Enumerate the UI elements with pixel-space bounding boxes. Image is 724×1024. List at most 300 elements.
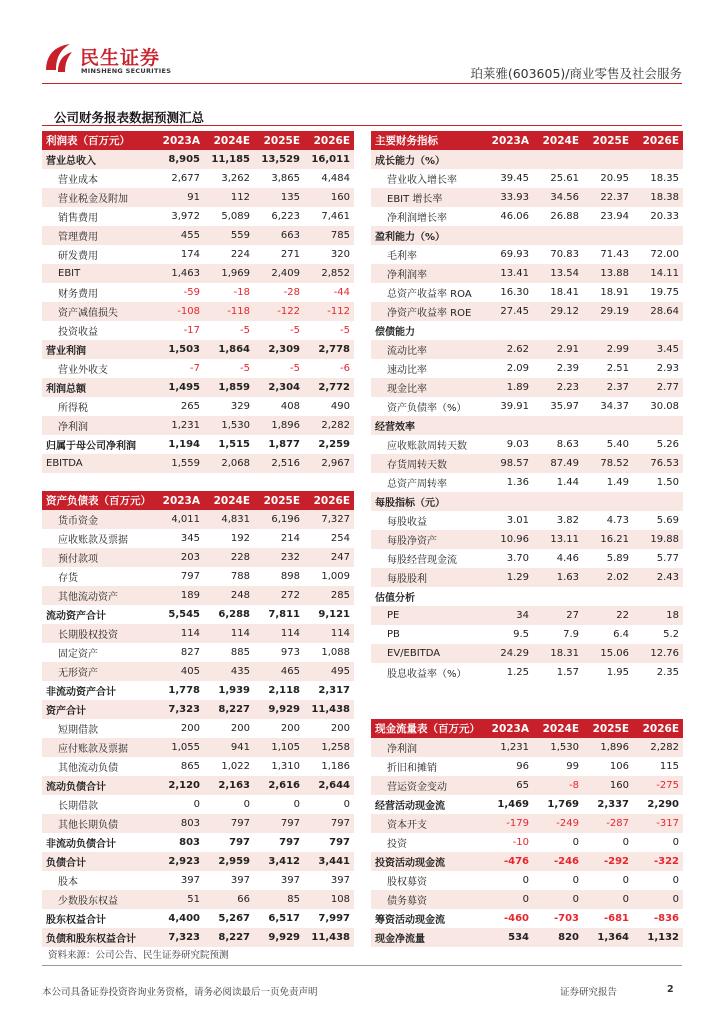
row-value: 12.76 [633,644,683,663]
table-row [42,340,354,359]
row-value: 13,529 [254,150,304,169]
table-row [371,283,683,302]
row-value: 397 [280,875,300,886]
row-value [633,226,683,245]
row-value [583,226,633,245]
row-value: -118 [204,302,254,321]
table-row [371,511,683,530]
disclaimer: 本公司具备证券投资咨询业务资格，请务必阅读最后一页免责声明 [42,987,318,998]
row-value: 1,530 [204,416,254,435]
table-row [371,606,683,625]
row-value: 28.64 [633,302,683,321]
row-value: 5.89 [606,553,629,564]
year-header: 2023A [154,131,204,150]
row-value: 11,438 [304,700,354,719]
row-value: 192 [230,533,250,544]
year-header: 2023A [483,719,533,738]
row-label: 营业总收入 [42,150,154,169]
row-value: 272 [254,586,304,605]
table-row [371,169,683,188]
row-label: 利润总额 [42,378,154,397]
row-value: 34 [483,606,533,625]
row-value: 265 [180,401,200,412]
row-value: 2.99 [583,340,633,359]
row-value: 3.82 [556,515,579,526]
row-value: 1.36 [506,477,529,488]
row-value: 18.41 [550,287,579,298]
row-value: 5,545 [168,609,200,620]
row-value: 34.37 [600,401,629,412]
row-value: 8,227 [204,928,254,947]
row-value: 1,088 [321,647,350,658]
row-label: 经营活动现金流 [375,801,445,812]
row-label: 销售费用 [58,213,98,224]
table-row [42,435,354,454]
row-label: 资产负债率（%） [387,403,467,414]
row-value: 0 [622,837,629,848]
row-value: 797 [180,571,200,582]
row-label: 长期借款 [58,801,98,812]
row-value: 9,121 [318,609,350,620]
year-header: 2024E [204,131,254,150]
row-label: 每股收益 [387,517,427,528]
table-row [42,548,354,567]
row-value: 1,778 [168,685,200,696]
row-value: 2,778 [304,340,354,359]
row-value: 1,495 [154,378,204,397]
row-value: 1.29 [483,568,533,587]
row-value: 1.57 [556,667,579,678]
row-value: 5,267 [218,913,250,924]
row-value [633,587,683,606]
table-row [42,662,354,681]
row-value: 1.44 [556,477,579,488]
row-value: 22.37 [583,188,633,207]
row-value: 6.4 [613,629,629,640]
table-row [371,207,683,226]
row-value: 200 [180,723,200,734]
row-value: 2,118 [268,685,300,696]
row-value: 3.01 [506,515,529,526]
row-value: 797 [279,837,300,848]
table-row [42,264,354,283]
row-label: 流动比率 [371,340,483,359]
row-value: 1,022 [221,761,250,772]
row-value [583,492,633,511]
row-value [533,150,583,169]
row-value: 20.33 [650,211,679,222]
row-value [583,587,633,606]
row-value: 3.70 [506,553,529,564]
year-header: 2026E [633,131,683,150]
row-value: -59 [183,287,200,298]
row-value: 69.93 [500,249,529,260]
table-row [371,435,683,454]
row-value: -17 [183,325,200,336]
row-value: -122 [254,302,304,321]
table-row [42,719,354,738]
row-value: 797 [329,837,350,848]
table-row [371,871,683,890]
row-label: 营业收入增长率 [387,175,457,186]
table-row [42,378,354,397]
row-label: 筹资活动现金流 [375,915,445,926]
row-value: 4,011 [154,510,204,529]
table-row [42,605,354,624]
row-value: 1,009 [321,571,350,582]
row-value: 397 [180,875,200,886]
table-row [371,776,683,795]
row-value: 0 [633,890,683,909]
year-header: 2026E [304,131,354,150]
row-value: 30.08 [650,401,679,412]
row-value [583,321,633,340]
row-value: 19.88 [633,530,683,549]
table-row [42,833,354,852]
table-row [371,644,683,663]
row-value: 0 [672,875,679,886]
row-value: 87.49 [533,454,583,473]
row-value: 7,811 [268,609,300,620]
row-value: 1.50 [656,477,679,488]
row-value: 329 [230,401,250,412]
row-value: 2.09 [506,363,529,374]
row-label: 资产合计 [42,700,154,719]
row-label: 存货周转天数 [371,454,483,473]
row-value: 797 [254,814,304,833]
row-value: 5.77 [656,553,679,564]
row-value: 51 [154,890,204,909]
row-value: 2,259 [318,439,350,450]
row-value [533,226,583,245]
row-value: 25.61 [550,173,579,184]
row-value: 114 [304,624,354,643]
row-label: 净资产收益率 ROE [371,302,483,321]
row-value: 6,517 [268,913,300,924]
row-value: 1,258 [304,738,354,757]
row-value: 8.63 [556,439,579,450]
row-value: 39.91 [500,401,529,412]
row-value: 5.69 [656,515,679,526]
row-label: 每股股利 [371,568,483,587]
row-value: 13.88 [583,264,633,283]
row-value: 1,310 [271,761,300,772]
row-label: 所得税 [58,403,88,414]
row-value: 2.23 [533,378,583,397]
row-value: 70.83 [550,249,579,260]
table-row [371,852,683,871]
row-value: 114 [154,624,204,643]
row-value: 559 [204,226,254,245]
row-value [633,321,683,340]
table-row [371,757,683,776]
row-value: 189 [154,586,204,605]
row-value: -5 [340,325,350,336]
row-value: 1,463 [154,264,204,283]
row-label: 营业外收支 [58,365,108,376]
row-value: 0 [293,799,300,810]
row-value: 6,223 [271,211,300,222]
row-value: -28 [283,287,300,298]
row-value: -5 [240,363,250,374]
row-value: 135 [254,188,304,207]
row-value: 2,923 [154,852,204,871]
table-row [42,814,354,833]
row-value: 495 [304,662,354,681]
row-value: 1.89 [483,378,533,397]
row-value: 0 [243,799,250,810]
row-value: 72.00 [650,249,679,260]
row-value: -112 [304,302,354,321]
row-value: -5 [240,325,250,336]
row-value: 7,323 [154,928,204,947]
row-value: 2.39 [556,363,579,374]
row-value: 435 [204,662,254,681]
row-value: -246 [533,852,583,871]
row-value: 3,441 [304,852,354,871]
row-value: -249 [533,814,583,833]
row-value: 1.63 [533,568,583,587]
row-value [483,587,533,606]
row-value: 2.51 [606,363,629,374]
row-value: 663 [254,226,304,245]
row-value: 0 [583,890,633,909]
row-value: 16.30 [500,287,529,298]
row-value: 2,309 [254,340,304,359]
row-value: 1,515 [218,439,250,450]
title-divider [42,125,682,126]
row-value: 0 [572,837,579,848]
row-value: 1,969 [204,264,254,283]
table-row [42,890,354,909]
row-value: 33.93 [483,188,533,207]
row-label: 营业税金及附加 [42,188,154,207]
row-value: 4.46 [556,553,579,564]
row-label: 资本开支 [371,814,483,833]
row-value: 1,186 [321,761,350,772]
row-value: 99 [566,761,579,772]
row-value: 29.19 [583,302,633,321]
row-value: 803 [154,814,204,833]
row-label: 经营效率 [371,416,483,435]
row-label: 总资产收益率 ROA [387,289,472,300]
header-divider [42,83,682,84]
row-value: 0 [533,890,583,909]
row-value [633,150,683,169]
income-statement-table [42,131,354,473]
row-value: 1,231 [483,738,533,757]
row-value: -703 [553,913,579,924]
table-row [42,226,354,245]
row-value: 1.95 [606,667,629,678]
table-row [42,302,354,321]
row-label: 股息收益率（%） [387,669,467,680]
row-value: 248 [204,586,254,605]
row-value: 14.11 [633,264,683,283]
row-value: 2,967 [304,454,354,473]
row-value: -292 [583,852,633,871]
row-value: 0 [483,890,533,909]
table-row [371,928,683,947]
table-row [42,795,354,814]
table-row [42,397,354,416]
year-header: 2025E [254,491,304,510]
row-value: 200 [330,723,350,734]
row-value: 820 [533,928,583,947]
row-value: -6 [340,363,350,374]
row-label: 研发费用 [58,251,98,262]
row-value: 941 [204,738,254,757]
row-value: 1,364 [583,928,633,947]
row-value [483,416,533,435]
row-value: 29.12 [533,302,583,321]
row-value: 214 [280,533,300,544]
row-value: 2,068 [204,454,254,473]
page-title: 公司财务报表数据预测汇总 [54,110,205,125]
table-row [371,188,683,207]
row-value: 11,438 [304,928,354,947]
row-label: 归属于母公司净利润 [46,441,136,452]
row-label: 总资产周转率 [387,479,447,490]
row-value: 108 [304,890,354,909]
row-value [533,492,583,511]
table-row [42,150,354,169]
row-value: 46.06 [500,211,529,222]
table-row [42,643,354,662]
row-value: 11,185 [204,150,254,169]
row-label: 速动比率 [387,365,427,376]
row-value: 2.77 [633,378,683,397]
table-row [371,795,683,814]
row-value: 2,282 [304,416,354,435]
row-value: -476 [483,852,533,871]
row-value: 6,196 [254,510,304,529]
page-header [0,0,724,90]
cash-flow-table [371,719,683,947]
row-label: 估值分析 [375,593,415,604]
brand-name-en: MINSHENG SECURITIES [81,67,172,75]
row-value: 2.43 [633,568,683,587]
table-row [42,738,354,757]
row-value: 465 [254,662,304,681]
row-label: 成长能力（%） [371,150,483,169]
row-value: 1,864 [204,340,254,359]
row-value: 2,616 [254,776,304,795]
row-label: 无形资产 [42,662,154,681]
row-value [483,150,533,169]
year-header: 2026E [633,719,683,738]
year-header: 2024E [204,491,254,510]
table-row [42,359,354,378]
row-value: 5.40 [606,439,629,450]
table-header-row [371,131,683,150]
row-value: 405 [154,662,204,681]
row-label: 每股经营现金流 [387,555,457,566]
row-value: 27.45 [483,302,533,321]
row-label: 股本 [58,877,78,888]
row-value: 232 [254,548,304,567]
row-label: 固定资产 [58,649,98,660]
row-value: 228 [204,548,254,567]
row-value: 534 [483,928,533,947]
row-label: 货币资金 [42,510,154,529]
row-value: 271 [280,249,300,260]
table-row [42,852,354,871]
table-row [42,169,354,188]
row-label: 投资收益 [58,327,98,338]
row-value: 2,772 [304,378,354,397]
row-value: 98.57 [483,454,533,473]
table-row [371,302,683,321]
row-label: PE [371,606,483,625]
page-number: 2 [667,984,674,995]
row-value: 0 [572,875,579,886]
row-label: 净利润 [371,738,483,757]
row-value: 865 [180,761,200,772]
row-value: -681 [603,913,629,924]
row-value: 7,997 [318,913,350,924]
row-label: EBITDA [42,454,154,473]
row-value: 203 [154,548,204,567]
table-row [371,359,683,378]
row-value: 224 [230,249,250,260]
table-row [371,738,683,757]
row-value: 85 [254,890,304,909]
row-value: -287 [583,814,633,833]
table-row [371,568,683,587]
table-row [42,510,354,529]
row-value: 1,105 [254,738,304,757]
row-value: 76.53 [633,454,683,473]
year-header: 2023A [154,491,204,510]
row-value: 2,644 [304,776,354,795]
row-value: 5,089 [221,211,250,222]
row-value: 27 [533,606,583,625]
row-value: 4,484 [321,173,350,184]
row-value: 7,327 [304,510,354,529]
row-label: 其他流动资产 [42,586,154,605]
row-value: 1.49 [606,477,629,488]
row-value: 785 [304,226,354,245]
row-value: 7.9 [563,629,579,640]
row-label: EBIT 增长率 [371,188,483,207]
row-value: 3.45 [633,340,683,359]
table-row [42,416,354,435]
row-label: 股权募资 [387,877,427,888]
row-label: 非流动资产合计 [46,687,116,698]
row-value [533,321,583,340]
row-label: 管理费用 [42,226,154,245]
row-label: 净利润 [42,416,154,435]
table-title: 资产负债表（百万元） [42,491,154,510]
row-value: 16,011 [304,150,354,169]
row-value [533,416,583,435]
row-label: 应收账款周转天数 [387,441,467,452]
row-label: 投资 [387,839,407,850]
table-row [371,625,683,644]
table-row [42,245,354,264]
row-value: 16.21 [583,530,633,549]
row-value: 1,194 [168,439,200,450]
table-row [42,188,354,207]
table-row [371,150,683,169]
table-row [371,663,683,682]
row-value: 803 [179,837,200,848]
table-row [42,454,354,473]
table-row [42,207,354,226]
row-value: 200 [280,723,300,734]
source-note: 资料来源：公司公告、民生证券研究院预测 [48,950,229,961]
